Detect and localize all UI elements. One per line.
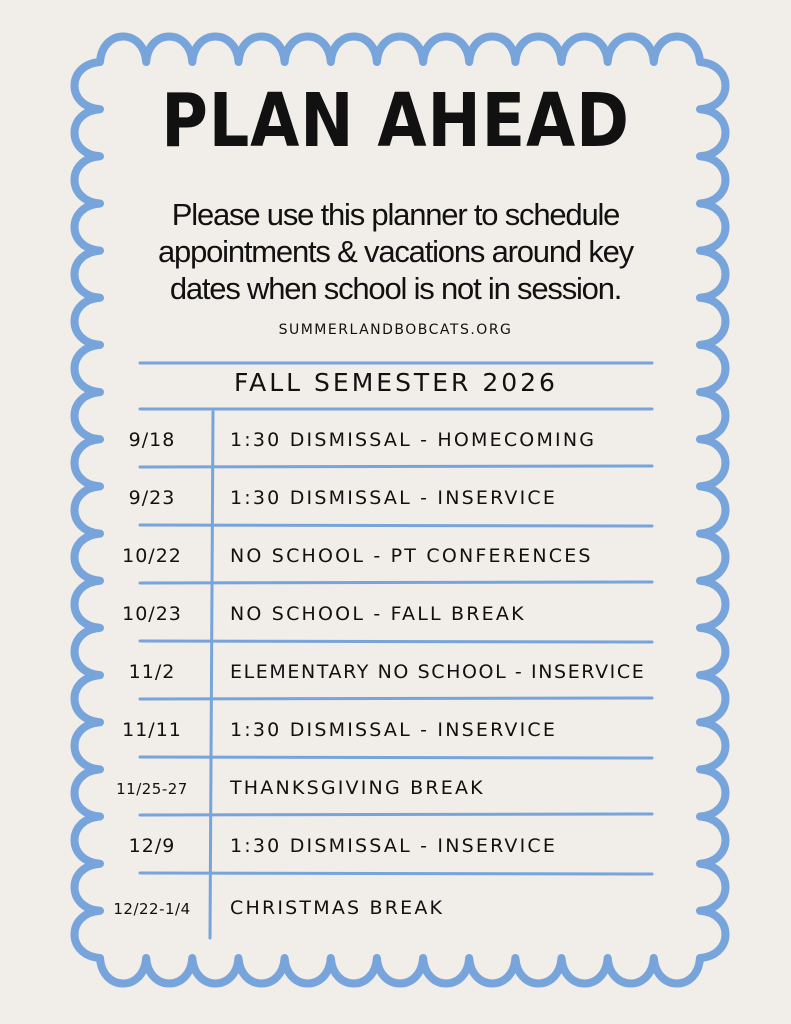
row-event: CHRISTMAS BREAK [230, 897, 445, 919]
schedule-row [100, 769, 720, 809]
row-divider [140, 757, 652, 758]
schedule-row [100, 711, 720, 751]
row-divider [140, 698, 652, 699]
row-date: 9/18 [128, 429, 176, 451]
row-divider [140, 814, 652, 815]
intro-text [120, 196, 671, 307]
row-event: NO SCHOOL - PT CONFERENCES [230, 545, 593, 567]
row-event: 1:30 DISMISSAL - INSERVICE [230, 487, 558, 509]
schedule-row [100, 537, 720, 577]
schedule-row [100, 889, 720, 929]
schedule-row [100, 595, 720, 635]
row-date: 12/9 [128, 835, 176, 857]
row-date: 10/23 [122, 603, 182, 625]
schedule-row [100, 421, 720, 461]
intro-line: dates when school is not in session. [169, 271, 622, 306]
row-date: 11/2 [128, 661, 176, 683]
row-divider [140, 466, 652, 467]
row-date: 10/22 [122, 545, 182, 567]
row-date: 9/23 [128, 487, 176, 509]
row-event: 1:30 DISMISSAL - INSERVICE [230, 835, 558, 857]
row-divider [140, 582, 652, 583]
schedule-row [100, 479, 720, 519]
schedule-row [100, 827, 720, 867]
semester-heading: FALL SEMESTER 2026 [234, 368, 558, 397]
page-title: PLAN AHEAD [161, 78, 630, 164]
row-divider [140, 525, 652, 526]
row-date: 12/22-1/4 [113, 900, 191, 918]
intro-line: appointments & vacations around key [158, 234, 633, 269]
schedule-row [100, 653, 720, 693]
row-divider [140, 873, 652, 874]
row-event: 1:30 DISMISSAL - INSERVICE [230, 719, 558, 741]
row-event: THANKSGIVING BREAK [230, 777, 485, 799]
website-text: SUMMERLANDBOBCATS.ORG [278, 322, 513, 338]
row-date: 11/11 [122, 719, 182, 741]
row-event: ELEMENTARY NO SCHOOL - INSERVICE [230, 661, 646, 683]
row-event: NO SCHOOL - FALL BREAK [230, 603, 526, 625]
row-date: 11/25-27 [116, 780, 188, 798]
row-divider [140, 641, 652, 642]
intro-line: Please use this planner to schedule [171, 197, 620, 232]
row-event: 1:30 DISMISSAL - HOMECOMING [230, 429, 597, 451]
